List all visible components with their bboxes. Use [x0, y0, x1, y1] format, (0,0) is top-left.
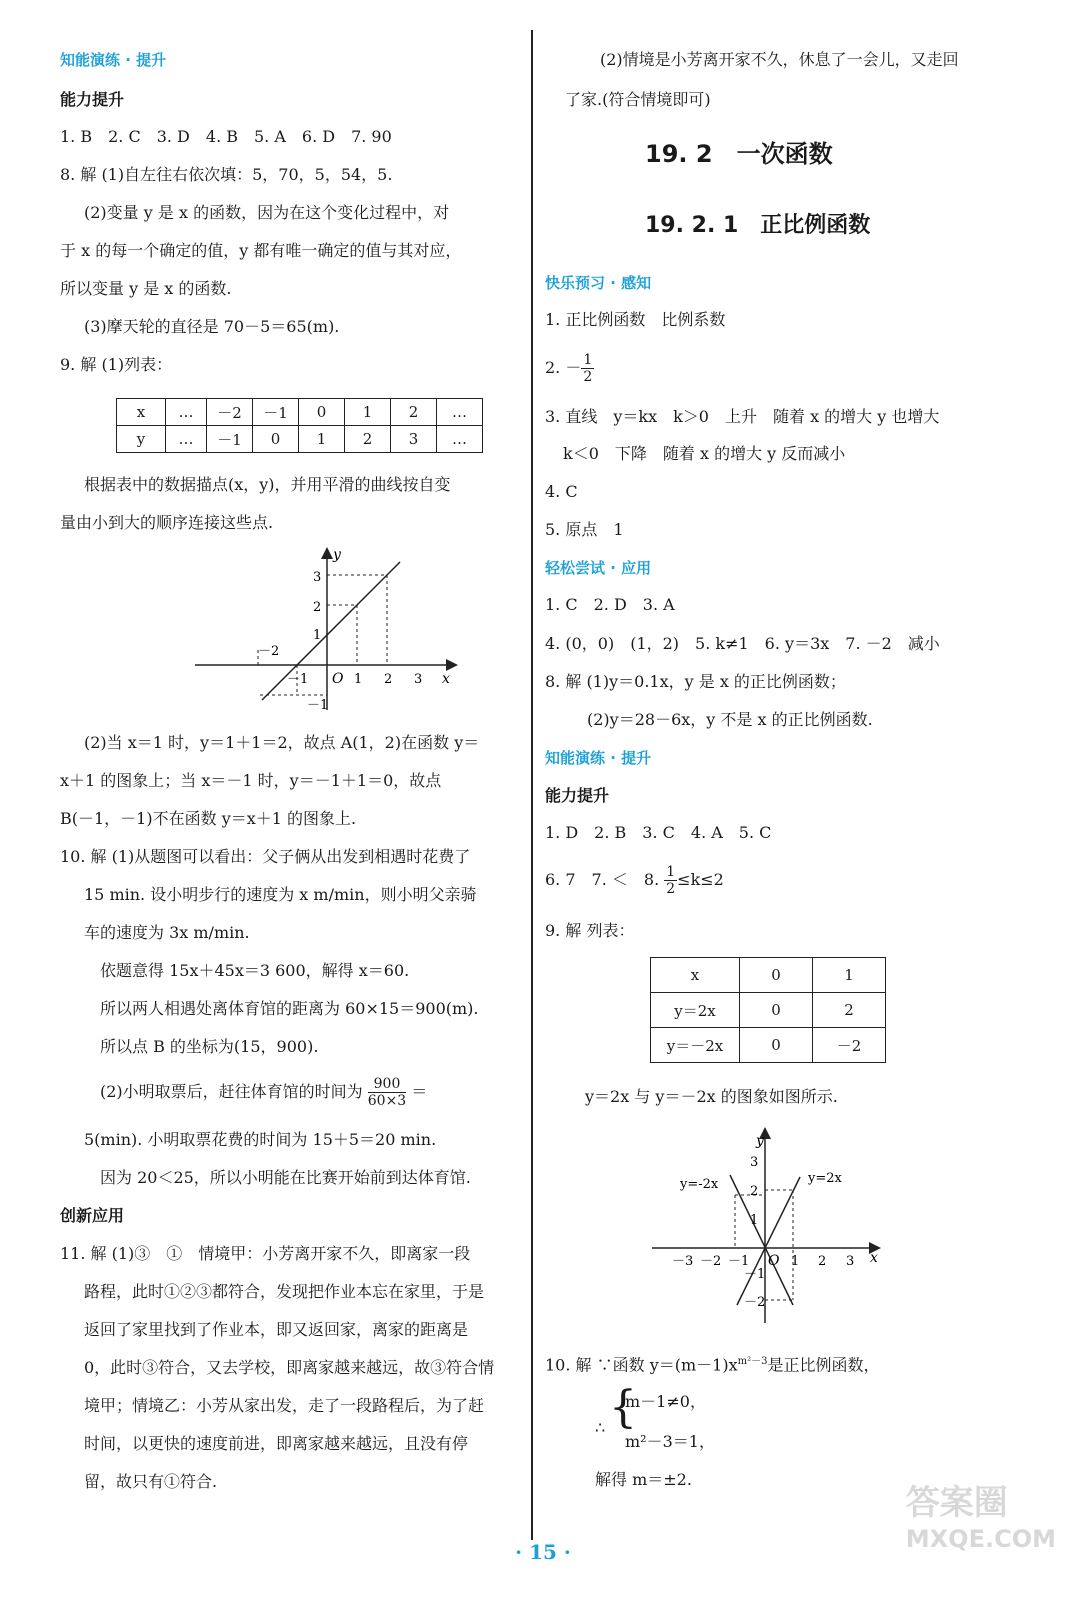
y-tick-label: 2: [313, 600, 322, 615]
answer-line: 了家.(符合情境即可): [565, 90, 711, 109]
table-cell: y: [117, 426, 166, 453]
answer-line: 返回了家里找到了作业本，即又返回家，离家的距离是: [84, 1320, 469, 1339]
x-tick-label: －1: [728, 1254, 750, 1269]
fraction: [581, 352, 594, 385]
table-cell: …: [437, 426, 483, 453]
origin-label: O: [768, 1253, 780, 1269]
x-tick-label: 1: [791, 1254, 800, 1269]
answer-line: 0，此时③符合，又去学校，即离家越来越远，故③符合情: [84, 1358, 495, 1377]
value-table: [116, 398, 483, 453]
x-tick-label: －2: [258, 644, 280, 659]
y-axis-label: y: [333, 547, 341, 563]
table-cell: …: [437, 399, 483, 426]
brace: {: [609, 1382, 637, 1433]
table-cell: x: [117, 399, 166, 426]
equation-line: m²－3＝1，: [625, 1432, 715, 1451]
table-cell: 3: [391, 426, 437, 453]
answer-line: y＝2x 与 y＝－2x 的图象如图所示.: [585, 1087, 838, 1106]
answer-line: 1. 正比例函数 比例系数: [545, 310, 726, 329]
x-tick-label: －1: [287, 672, 309, 687]
table-cell: －2: [207, 399, 253, 426]
line-label: y=-2x: [680, 1177, 719, 1192]
page-number: · 15 ·: [515, 1540, 571, 1564]
y-tick-label: 3: [313, 570, 322, 585]
x-tick-label: 3: [846, 1254, 855, 1269]
table-cell: 2: [391, 399, 437, 426]
fraction-numerator: 900: [368, 1076, 406, 1093]
table-cell: 0: [253, 426, 299, 453]
fraction: [368, 1076, 406, 1109]
answer-line: k＜0 下降 随着 x 的增大 y 反而减小: [563, 444, 846, 463]
answer-line: 路程，此时①②③都符合，发现把作业本忘在家里，于是: [84, 1282, 485, 1301]
function-line: [262, 562, 400, 700]
table-cell: 2: [813, 993, 886, 1028]
table-cell: y＝2x: [651, 993, 740, 1028]
answer-line: 3. 直线 y＝kx k＞0 上升 随着 x 的增大 y 也增大: [545, 407, 940, 426]
answer-text: 是正比例函数，: [767, 1355, 880, 1375]
answer-line: 所以两人相遇处离体育馆的距离为 60×15＝900(m).: [100, 999, 479, 1018]
x-tick-label: －3: [672, 1254, 694, 1269]
x-axis-label: x: [870, 1250, 878, 1266]
answer-text: 10. 解 ∵函数 y＝(m－1)x: [545, 1355, 738, 1375]
y-tick-label: 1: [750, 1213, 759, 1228]
fraction-denominator: 60×3: [367, 1093, 407, 1109]
table-cell: 2: [345, 426, 391, 453]
answer-line: 10. 解 (1)从题图可以看出：父子俩从出发到相遇时花费了: [60, 847, 471, 866]
table-cell: 0: [740, 1028, 813, 1063]
exponent: m²－3: [737, 1356, 768, 1367]
answer-text: (2)小明取票后，赶往体育馆的时间为: [100, 1082, 363, 1101]
line-graph: [190, 545, 470, 715]
y-axis-label: y: [756, 1133, 764, 1149]
answer-line: 依题意得 15x＋45x＝3 600，解得 x＝60.: [100, 961, 410, 980]
subheading: 创新应用: [60, 1206, 125, 1225]
section-heading: 轻松尝试 · 应用: [545, 559, 652, 577]
equation-line: m－1≠0，: [625, 1392, 706, 1411]
line-graph: [650, 1125, 890, 1325]
fraction-numerator: 1: [666, 864, 676, 880]
answer-line: 1. B 2. C 3. D 4. B 5. A 6. D 7. 90: [60, 127, 392, 146]
table-cell: 0: [740, 993, 813, 1028]
x-tick-label: 2: [384, 672, 393, 687]
answer-line: (2)变量 y 是 x 的函数，因为在这个变化过程中，对: [84, 203, 450, 222]
answer-line: (3)摩天轮的直径是 70－5＝65(m).: [84, 317, 340, 336]
answer-line: [545, 862, 724, 898]
therefore-symbol: ∴: [595, 1418, 606, 1437]
table-cell: 1: [299, 426, 345, 453]
table-cell: 0: [299, 399, 345, 426]
answer-line: [545, 350, 594, 386]
answer-line: 量由小到大的顺序连接这些点.: [60, 513, 274, 532]
answer-line: 所以变量 y 是 x 的函数.: [60, 279, 232, 298]
table-cell: －1: [207, 426, 253, 453]
chapter-title: 19. 2 一次函数: [645, 140, 833, 168]
fraction: [664, 864, 677, 897]
function-line-y-2x: [737, 1177, 800, 1305]
answer-line: 4. (0，0) (1，2) 5. k≠1 6. y＝3x 7. －2 减小: [545, 634, 940, 653]
watermark-text: MXQE.COM: [905, 1525, 1056, 1553]
answer-line: 根据表中的数据描点(x，y)，并用平滑的曲线按自变: [84, 475, 451, 494]
x-tick-label: 2: [818, 1254, 827, 1269]
section-heading: 快乐预习 · 感知: [545, 274, 652, 292]
answer-line: 15 min. 设小明步行的速度为 x m/min，则小明父亲骑: [84, 885, 477, 904]
answer-line: (2)当 x＝1 时，y＝1＋1＝2，故点 A(1，2)在函数 y＝: [84, 733, 480, 752]
table-cell: …: [166, 399, 207, 426]
subheading: 能力提升: [545, 786, 610, 805]
section-heading: 知能演练 · 提升: [545, 749, 652, 767]
table-cell: －2: [813, 1028, 886, 1063]
section-title: 19. 2. 1 正比例函数: [645, 213, 871, 238]
table-cell: 0: [740, 958, 813, 993]
x-axis-label: x: [442, 671, 450, 687]
fraction-denominator: 2: [583, 369, 593, 385]
answer-text: 2. －: [545, 358, 582, 377]
x-tick-label: －2: [700, 1254, 722, 1269]
answer-text: ＝: [411, 1082, 428, 1101]
answer-text: ≤k≤2: [677, 870, 724, 889]
y-tick-label: －1: [307, 698, 329, 713]
page-number-value: 15: [529, 1540, 557, 1564]
y-tick-label: 1: [313, 628, 322, 643]
table-cell: 1: [813, 958, 886, 993]
answer-line: 8. 解 (1)自左往右依次填：5，70，5，54，5.: [60, 165, 393, 184]
table-cell: 1: [345, 399, 391, 426]
line-label: y=2x: [808, 1171, 842, 1186]
answer-line: 留，故只有①符合.: [84, 1472, 218, 1491]
watermark: [906, 1485, 1056, 1557]
y-tick-label: 2: [750, 1184, 759, 1199]
answer-line: 9. 解 列表：: [545, 921, 635, 940]
x-tick-label: 1: [354, 672, 363, 687]
answer-line: (2)y＝28－6x，y 不是 x 的正比例函数.: [587, 710, 873, 729]
watermark-text: 答案圈: [905, 1483, 1008, 1523]
x-tick-label: 3: [414, 672, 423, 687]
answer-line: 8. 解 (1)y＝0.1x，y 是 x 的正比例函数；: [545, 672, 846, 691]
fraction-denominator: 2: [666, 881, 676, 897]
answer-line: 11. 解 (1)③ ① 情境甲：小芳离开家不久，即离家一段: [60, 1244, 471, 1263]
answer-line: 时间，以更快的速度前进，即离家越来越远，且没有停: [84, 1434, 469, 1453]
answer-text: 6. 7 7. ＜ 8.: [545, 870, 660, 889]
answer-line: 5. 原点 1: [545, 520, 624, 539]
answer-line: 1. C 2. D 3. A: [545, 595, 675, 614]
answer-line: [545, 1352, 879, 1375]
answer-line: 1. D 2. B 3. C 4. A 5. C: [545, 823, 772, 842]
answer-line: 解得 m＝±2.: [595, 1470, 692, 1489]
answer-line: 4. C: [545, 482, 578, 501]
answer-line: 9. 解 (1)列表：: [60, 355, 173, 374]
table-cell: －1: [253, 399, 299, 426]
table-cell: x: [651, 958, 740, 993]
table-cell: …: [166, 426, 207, 453]
origin-label: O: [332, 671, 344, 687]
column-divider: [531, 30, 533, 1540]
section-heading: 知能演练 · 提升: [60, 51, 167, 69]
fraction-numerator: 1: [583, 352, 593, 368]
answer-line: (2)情境是小芳离开家不久，休息了一会儿，又走回: [600, 50, 959, 69]
y-tick-label: 3: [750, 1155, 759, 1170]
answer-line: 5(min). 小明取票花费的时间为 15＋5＝20 min.: [84, 1130, 437, 1149]
answer-line: 境甲；情境乙：小芳从家出发，走了一段路程后，为了赶: [84, 1396, 485, 1415]
y-tick-label: －2: [744, 1295, 766, 1310]
answer-line: 所以点 B 的坐标为(15，900).: [100, 1037, 319, 1056]
answer-line: 车的速度为 3x m/min.: [84, 923, 250, 942]
value-table: [650, 957, 886, 1063]
answer-line: x＋1 的图象上；当 x＝－1 时，y＝－1＋1＝0，故点: [60, 771, 442, 790]
y-tick-label: －1: [744, 1267, 766, 1282]
subheading: 能力提升: [60, 90, 125, 109]
answer-line: 因为 20＜25，所以小明能在比赛开始前到达体育馆.: [100, 1168, 471, 1187]
table-cell: y＝－2x: [651, 1028, 740, 1063]
answer-line: B(－1，－1)不在函数 y＝x＋1 的图象上.: [60, 809, 357, 828]
answer-line: [100, 1075, 427, 1109]
answer-line: 于 x 的每一个确定的值，y 都有唯一确定的值与其对应，: [60, 241, 462, 260]
